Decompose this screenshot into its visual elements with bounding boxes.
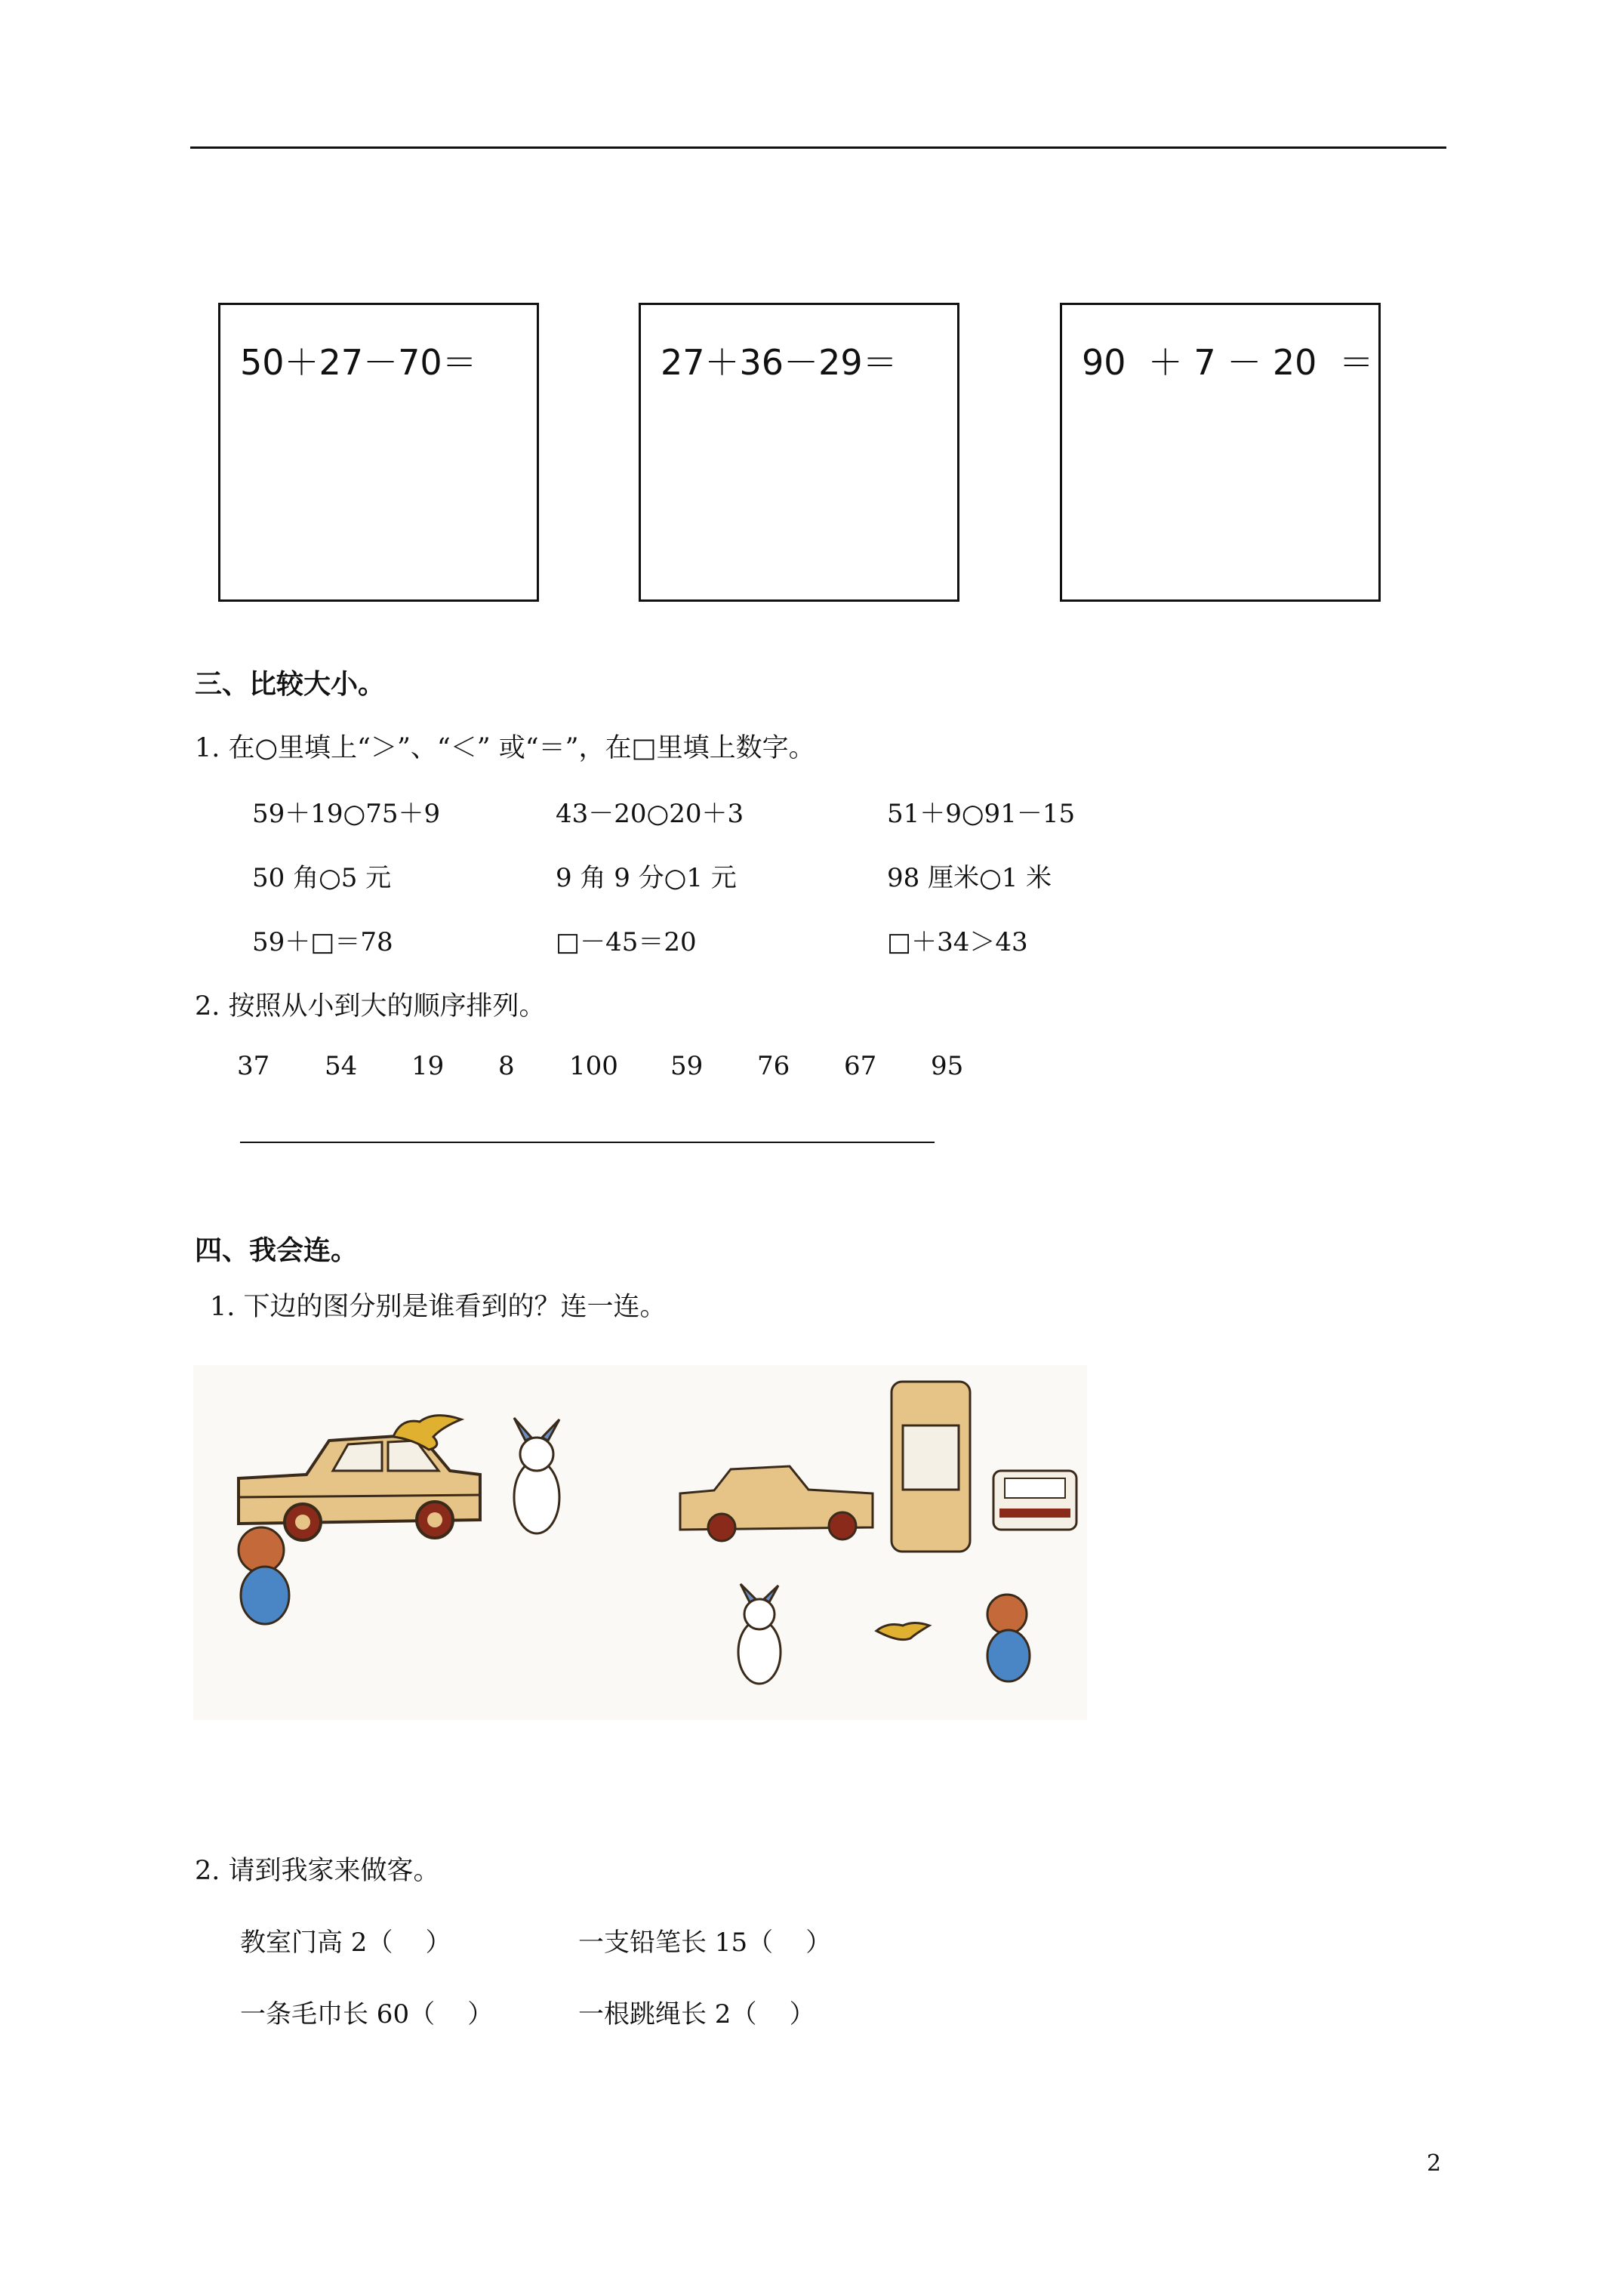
- compare-item: 98 厘米○1 米: [887, 863, 1052, 893]
- sort-number: 8: [498, 1051, 515, 1081]
- sort-number: 95: [931, 1051, 964, 1081]
- sort-number: 37: [237, 1051, 270, 1081]
- car-top-icon: [892, 1382, 970, 1552]
- unit-item: 一支铅笔长 15（ ）: [578, 1928, 832, 1958]
- calc-box-1[interactable]: [218, 303, 539, 602]
- sort-number: 100: [569, 1051, 618, 1081]
- section4-q1: 1. 下边的图分别是谁看到的？连一连。: [210, 1292, 667, 1322]
- section4-q2: 2. 请到我家来做客。: [195, 1856, 440, 1886]
- sort-number: 19: [411, 1051, 445, 1081]
- fill-item: □＋34＞43: [887, 927, 1028, 957]
- compare-item: 51＋9○91－15: [887, 799, 1076, 829]
- unit-item: 一根跳绳长 2（ ）: [578, 1999, 815, 2029]
- calc-box-2[interactable]: [639, 303, 959, 602]
- compare-item: 9 角 9 分○1 元: [556, 863, 737, 893]
- section3-q2: 2. 按照从小到大的顺序排列。: [195, 991, 546, 1022]
- compare-item: 59＋19○75＋9: [252, 799, 441, 829]
- unit-item: 一条毛巾长 60（ ）: [240, 1999, 494, 2029]
- sort-number: 67: [844, 1051, 877, 1081]
- fill-item: 59＋□＝78: [252, 927, 393, 957]
- section3-title: 三、比较大小。: [195, 668, 386, 700]
- matching-picture: [193, 1365, 1087, 1720]
- answer-line[interactable]: [240, 1142, 935, 1143]
- sort-number: 59: [670, 1051, 704, 1081]
- page-number: 2: [1427, 2150, 1442, 2177]
- unit-item: 教室门高 2（ ）: [240, 1928, 451, 1958]
- header-rule: [190, 146, 1446, 149]
- car-front-icon: [993, 1471, 1076, 1530]
- sort-number: 54: [325, 1051, 358, 1081]
- compare-item: 43－20○20＋3: [556, 799, 744, 829]
- monkey-icon: [239, 1527, 289, 1624]
- calc-box-3[interactable]: [1060, 303, 1381, 602]
- calc-expression: 50＋27－70＝: [240, 342, 477, 383]
- compare-item: 50 角○5 元: [252, 863, 392, 893]
- section4-title: 四、我会连。: [195, 1234, 359, 1266]
- sort-number: 76: [757, 1051, 790, 1081]
- section3-q1: 1. 在○里填上“＞”、“＜” 或“＝”，在□里填上数字。: [195, 733, 815, 763]
- fill-item: □－45＝20: [556, 927, 697, 957]
- monkey-small-icon: [987, 1595, 1030, 1681]
- calc-expression: 27＋36－29＝: [661, 342, 898, 383]
- calc-expression: 90 ＋ 7 － 20 ＝: [1082, 342, 1374, 383]
